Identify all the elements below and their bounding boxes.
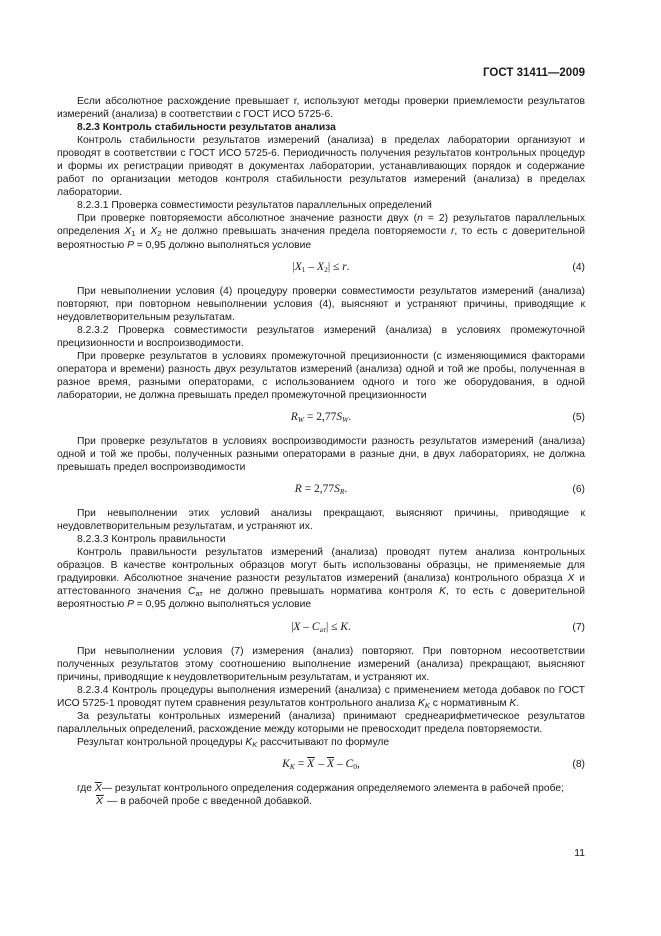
page-number: 11 (574, 848, 585, 859)
document-body (57, 95, 585, 808)
paragraph: Результат контрольной процедуры $K_K$ рассчитывают по формуле (77, 736, 390, 749)
formula-number: (6) (572, 484, 585, 496)
paragraph: Если абсолютное расхождение превышает r, используют методы проверки приемлемости результатов измерений (анализа) в соответствии с ГОСТ ИСО 5725-6. (57, 96, 585, 121)
legend-line: $\overline{X}'$ — в рабочей пробе с введенной добавкой. (96, 792, 312, 807)
paragraph: При невыполнении этих условий анализы прекращают, выясняют причины, приводящие к неудовлетворительным результатам, и устраняют их. (57, 508, 585, 533)
formula-4: $|X_1 - X_2| \le r$. (4) (292, 260, 585, 274)
paragraph: При проверке результатов в условиях воспроизводимости разность результатов измерений (анализа) одной и той же пробы, полученных разными операторами в разные дни, в двух лабораториях, не должна превышать предел воспроизводимости (57, 435, 585, 474)
paragraph: 8.2.3.4 Контроль процедуры выполнения измерений (анализа) с применением метода добавок по ГОСТ ИСО 5725-1 проводят путем сравнения результатов контрольного анализа $K_K$ с нормативным K. (57, 684, 585, 710)
paragraph: Контроль правильности результатов измерений (анализа) проводят путем анализа контрольных образцов. В качестве контрольных образцов могут быть использованы образцы, не применяемые для градуировки. Абсолютное значение разности результатов измерений (анализа) контрольного образца X и аттестованного значения $C_{ат}$ не должно превышать норматива контроля K, то есть с доверительной вероятностью P = 0,95 должно выполняться условие (57, 547, 585, 611)
paragraph: При проверке повторяемости абсолютное значение разности двух (n = 2) результатов параллельных определения $X_1$ и $X_2$ не должно превышать значения предела повторяемости r, то есть с доверительной вероятностью P = 0,95 должно выполняться условие (57, 213, 585, 251)
paragraph: При невыполнении условия (4) процедуру проверки совместимости результатов измерений (анализа) повторяют, при повторном невыполнении условия (4), выясняют и устраняют причины, приводящие к неудовлетворительным результатам. (57, 285, 585, 323)
formula-number: (5) (572, 411, 585, 423)
formula-6: $R = 2,77S_R$. (6) (294, 483, 585, 497)
formula-5: $R_W = 2,77S_W$. (5) (290, 410, 585, 424)
paragraph: Контроль стабильности результатов измерений (анализа) в пределах лаборатории организуют и проводят в соответствии с ГОСТ ИСО 5725-6. Периодичность получения результатов контрольных процедур и формы их регистрации приводят в документах лаборатории, устанавливающих порядок и содержание работ по организации методов контроля стабильности результатов измерений (анализа) в пределах лаборатории. (57, 135, 585, 199)
formula-number: (4) (572, 261, 585, 273)
subsection-heading-8-2-3-1: 8.2.3.1 Проверка совместимости результатов параллельных определений (77, 200, 432, 212)
legend-line: где $\overline{X}—$ результат контрольного определения содержания определяемого элемента в рабочей пробе; (77, 782, 564, 794)
paragraph: При невыполнении условия (7) измерения (анализ) повторяют. При повторном несоответствии полученных результатов этому соотношению выполнение измерений (анализа) прекращают, выясняют причины, приводящие к неудовлетворительным результатам, и устраняют их. (57, 645, 585, 683)
formula-7: $|X - C_{ат}| \le K$. (7) (291, 620, 585, 634)
subsection-heading-8-2-3-2: 8.2.3.2 Проверка совместимости результатов измерений (анализа) в условиях промежуточной прецизионности и воспроизводимости. (57, 324, 585, 349)
formula-number: (8) (572, 758, 585, 770)
section-heading-8-2-3: 8.2.3 Контроль стабильности результатов анализа (77, 122, 336, 134)
formula-8: $K_K = \overline{X}' - \overline{X} - C_0$, (8) (282, 755, 585, 771)
paragraph: За результаты контрольных измерений (анализа) принимают среднеарифметическое результатов параллельных определений, расхождение между которыми не превосходит предела повторяемости. (57, 710, 585, 735)
subsection-heading-8-2-3-3: 8.2.3.3 Контроль правильности (77, 534, 226, 546)
paragraph: При проверке результатов в условиях промежуточной прецизионности (с изменяющимися факторами оператора и времени) разность двух результатов измерений (анализа) одной и той же пробы, полученная в разное время, разными операторами, с использованием одного и того же оборудования, в одной лаборатории, не должна превышать предел промежуточной прецизионности (57, 350, 585, 401)
document-header: ГОСТ 31411—2009 (483, 67, 585, 79)
formula-number: (7) (572, 621, 585, 633)
